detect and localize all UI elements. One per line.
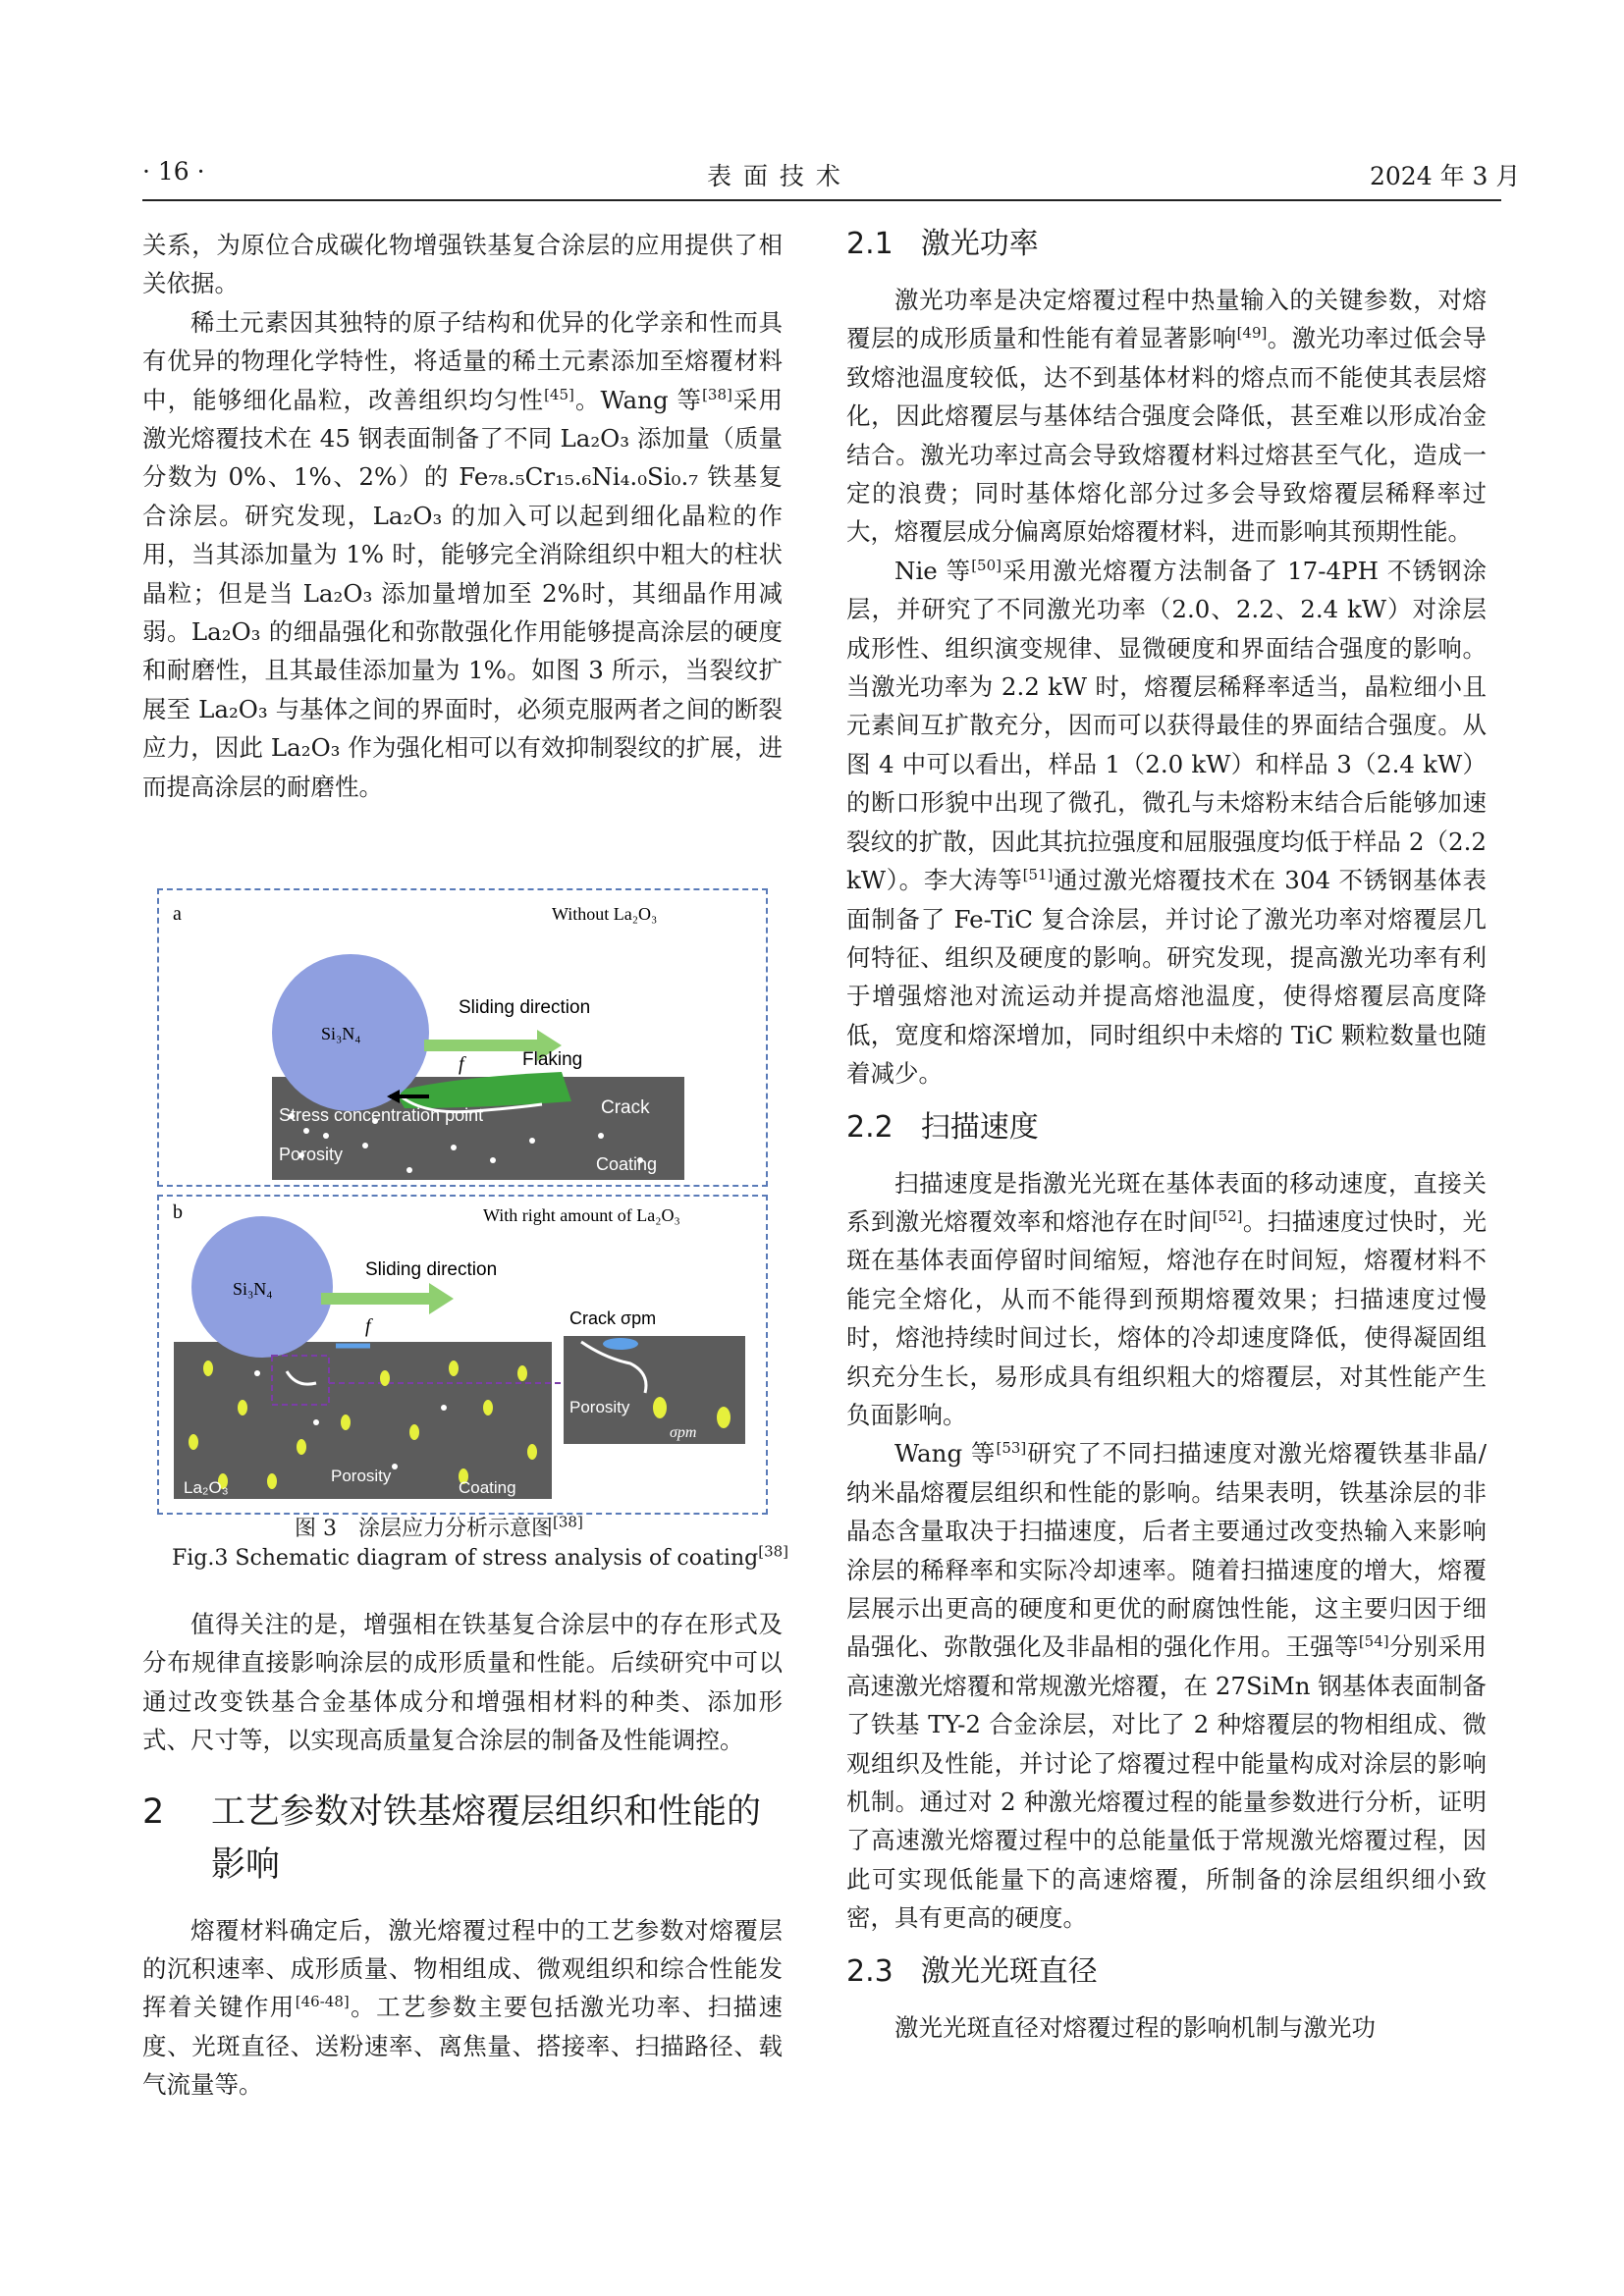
sigma-label: σpm bbox=[670, 1424, 697, 1441]
ball-label: Si₃N₄ bbox=[321, 1024, 361, 1043]
figure-panel-a bbox=[157, 888, 768, 1187]
friction-label: f bbox=[365, 1315, 371, 1337]
paragraph: 关系，为原位合成碳化物增强铁基复合涂层的应用提供了相关依据。 bbox=[142, 231, 783, 298]
subsection-heading: 2.3 激光光斑直径 bbox=[846, 1953, 1098, 1989]
left-column bbox=[142, 226, 783, 806]
stress-point-label: Stress concentration point bbox=[279, 1105, 484, 1125]
citation[interactable]: [49] bbox=[1236, 324, 1268, 343]
figure-3 bbox=[157, 888, 766, 1515]
figure-caption-cn: 图 3 涂层应力分析示意图[38] bbox=[295, 1513, 583, 1541]
paragraph: 激光功率是决定熔覆过程中热量输入的关键参数，对熔覆层的成形质量和性能有着显著影响[49]。激光功率过低会导致熔池温度较低，达不到基体材料的熔点而不能使其表层熔化，因此熔覆层与基体结合强度会降低，甚至难以形成冶金结合。激光功率过高会导致熔覆材料过熔甚至气化，造成一定的浪费；同时基体熔化部分过多会导致熔覆层稀释率过大，熔覆层成分偏离原始熔覆材料，进而影响其预期性能。 bbox=[846, 286, 1488, 547]
paragraph: 激光光斑直径对熔覆过程的影响机制与激光功 bbox=[894, 2012, 1376, 2042]
issue-date: 2024 年 3 月 bbox=[1370, 162, 1521, 190]
crack-sigma-label: Crack σpm bbox=[569, 1308, 657, 1328]
paragraph: 稀土元素因其独特的原子结构和优异的化学亲和性而具有优异的物理化学特性，将适量的稀土元素添加至熔覆材料中，能够细化晶粒，改善组织均匀性[45]。Wang 等[38]采用激光熔覆技术在 45 钢表面制备了不同 La₂O₃ 添加量（质量分数为 0%、1%、2%）的 Fe₇₈.₅Cr₁₅.₆Ni₄.₀Si₀.₇ 铁基复合涂层。研究发现，La₂O₃ 的加入可以起到细化晶粒的作用，当其添加量为 1% 时，能够完全消除组织中粗大的柱状晶粒；但是当 La₂O₃ 添加量增加至 2%时，其细晶作用减弱。La₂O₃ 的细晶强化和弥散强化作用能够提高涂层的硬度和耐磨性，且其最佳添加量为 1%。如图 3 所示，当裂纹扩展至 La₂O₃ 与基体之间的界面时，必须克服两者之间的断裂应力，因此 La₂O₃ 作为强化相可以有效抑制裂纹的扩展，进而提高涂层的耐磨性。 bbox=[142, 307, 783, 801]
panel-a-diagram bbox=[159, 890, 766, 1185]
panel-a-title: Without La₂O₃ bbox=[552, 904, 658, 924]
paragraph: 值得关注的是，增强相在铁基复合涂层中的存在形式及分布规律直接影响涂层的成形质量和性能。后续研究中可以通过改变铁基合金基体成分和增强相材料的种类、添加形式、尺寸等，以实现高质量复合涂层的制备及性能调控。 bbox=[142, 1610, 783, 1755]
panel-label-a: a bbox=[173, 903, 182, 925]
journal-title: 表 面 技 术 bbox=[707, 162, 842, 190]
coating-label: Coating bbox=[596, 1154, 658, 1174]
coating-label: Coating bbox=[459, 1478, 516, 1497]
section-heading: 2 工艺参数对铁基熔覆层组织和性能的影响 bbox=[142, 1791, 762, 1885]
citation[interactable]: [52] bbox=[1212, 1206, 1243, 1225]
citation[interactable]: [38] bbox=[702, 385, 732, 403]
left-column-lower bbox=[142, 1605, 783, 2105]
page-number: · 16 · bbox=[142, 157, 205, 186]
inset-porosity-label: Porosity bbox=[569, 1398, 630, 1416]
porosity-label: Porosity bbox=[279, 1145, 344, 1164]
sliding-arrow bbox=[321, 1283, 454, 1314]
citation[interactable]: [50] bbox=[971, 556, 1001, 574]
paragraph: 熔覆材料确定后，激光熔覆过程中的工艺参数对熔覆层的沉积速率、成形质量、物相组成、微观组织和综合性能发挥着关键作用[46-48]。工艺参数主要包括激光功率、扫描速度、光斑直径、送粉速率、离焦量、搭接率、扫描路径、载气流量等。 bbox=[142, 1915, 784, 2100]
friction-label: f bbox=[459, 1053, 464, 1075]
sliding-label: Sliding direction bbox=[459, 997, 591, 1018]
ball-label: Si₃N₄ bbox=[233, 1279, 273, 1299]
subsection-heading: 2.1 激光功率 bbox=[846, 227, 1039, 261]
citation[interactable]: [54] bbox=[1358, 1632, 1389, 1651]
la2o3-label: La₂O₃ bbox=[184, 1478, 229, 1497]
paragraph: 扫描速度是指激光光斑在基体表面的移动速度，直接关系到激光熔覆效率和熔池存在时间[52]。扫描速度过快时，光斑在基体表面停留时间缩短，熔池存在时间短，熔覆材料不能完全熔化，从而不能得到预期熔覆效果；扫描速度过慢时，熔池持续时间过长，熔体的冷却速度降低，使得凝固组织充分生长，易形成具有组织粗大的熔覆层，对其性能产生负面影响。 bbox=[846, 1168, 1488, 1429]
header-rule bbox=[142, 199, 1501, 201]
subsection-heading: 2.2 扫描速度 bbox=[846, 1109, 1039, 1145]
sliding-label: Sliding direction bbox=[365, 1259, 498, 1280]
right-column bbox=[846, 226, 1487, 2047]
citation[interactable]: [53] bbox=[996, 1439, 1027, 1458]
panel-label-b: b bbox=[173, 1201, 183, 1223]
citation[interactable]: [46-48] bbox=[295, 1993, 350, 2011]
citation[interactable]: [45] bbox=[544, 385, 574, 403]
figure-panel-b bbox=[157, 1195, 768, 1515]
panel-b-diagram bbox=[159, 1197, 766, 1513]
paragraph: Wang 等[53]研究了不同扫描速度对激光熔覆铁基非晶/纳米晶熔覆层组织和性能的影响。结果表明，铁基涂层的非晶态含量取决于扫描速度，后者主要通过改变热输入来影响涂层的稀释率和实际冷却速率。随着扫描速度的增大，熔覆层展示出更高的硬度和更优的耐腐蚀性能，这主要归因于细晶强化、弥散强化及非晶相的强化作用。王强等[54]分别采用高速激光熔覆和常规激光熔覆，在 27SiMn 钢基体表面制备了铁基 TY-2 合金涂层，对比了 2 种熔覆层的物相组成、微观组织及性能，并讨论了熔覆过程中能量构成对涂层的影响机制。通过对 2 种激光熔覆过程的能量参数进行分析，证明了高速激光熔覆过程中的总能量低于常规激光熔覆过程，因此可实现低能量下的高速熔覆，所制备的涂层组织细小致密，具有更高的硬度。 bbox=[846, 1439, 1488, 1933]
crack-label: Crack bbox=[601, 1097, 650, 1118]
figure-caption-en: Fig.3 Schematic diagram of stress analysis of coating[38] bbox=[172, 1542, 789, 1571]
paragraph: Nie 等[50]采用激光熔覆方法制备了 17-4PH 不锈钢涂层，并研究了不同激光功率（2.0、2.2、2.4 kW）对涂层成形性、组织演变规律、显微硬度和界面结合强度的影响。当激光功率为 2.2 kW 时，熔覆层稀释率适当，晶粒细小且元素间互扩散充分，因而可以获得最佳的界面结合强度。从图 4 中可以看出，样品 1（2.0 kW）和样品 3（2.4 kW）的断口形貌中出现了微孔，微孔与未熔粉末结合后能够加速裂纹的扩散，因此其抗拉强度和屈服强度均低于样品 2（2.2 kW）。李大涛等[51]通过激光熔覆技术在 304 不锈钢基体表面制备了 Fe-TiC 复合涂层，并讨论了激光功率对熔覆层几何特征、组织及硬度的影响。研究发现，提高激光功率有利于增强熔池对流运动并提高熔池温度，使得熔覆层高度降低，宽度和熔深增加，同时组织中未熔的 TiC 颗粒数量也随着减少。 bbox=[846, 556, 1488, 1089]
inset-block bbox=[564, 1336, 745, 1444]
flaking-label: Flaking bbox=[522, 1049, 583, 1070]
citation[interactable]: [51] bbox=[1022, 865, 1054, 883]
panel-b-title: With right amount of La₂O₃ bbox=[483, 1205, 680, 1225]
porosity-label: Porosity bbox=[331, 1467, 392, 1485]
